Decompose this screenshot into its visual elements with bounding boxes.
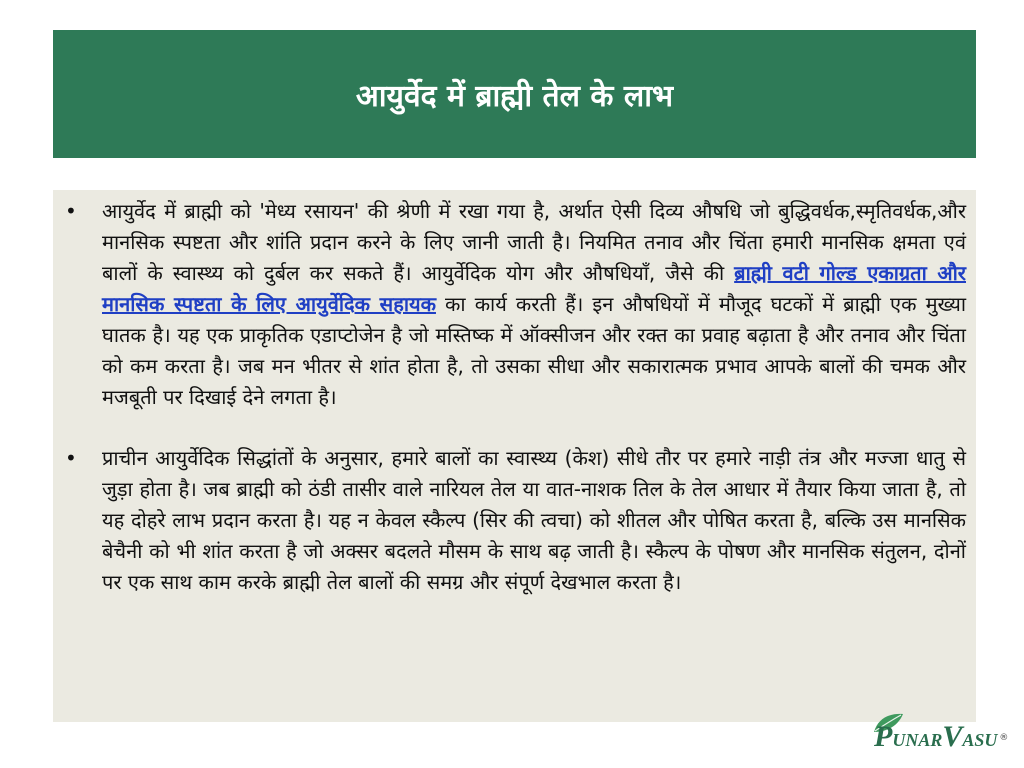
content-box	[53, 190, 976, 722]
bullet-item	[62, 443, 966, 598]
bullet-text-after-link: का कार्य करती हैं। इन औषधियों में मौजूद घटकों में ब्राह्मी एक मुख्या घातक है। यह एक प्राकृतिक एडाप्टोजेन है जो मस्तिष्क में ऑक्सीजन और रक्त का प्रवाह बढ़ाता है और तनाव और चिंता को कम करता है। जब मन भीतर से शांत होता है, तो उसका सीधा और सकारात्मक प्रभाव आपके बालों की चमक और मजबूती पर दिखाई देने लगता है।	[102, 292, 967, 409]
bullet-marker: •	[65, 199, 77, 223]
slide-title: आयुर्वेद में ब्राह्मी तेल के लाभ	[355, 78, 674, 114]
bullet-text-before-link: आयुर्वेद में ब्राह्मी को 'मेध्य रसायन' की श्रेणी में रखा गया है, अर्थात ऐसी दिव्य औषधि जो बुद्धिवर्धक,स्मृतिवर्धक,और मानसिक स्पष्टता और शांति प्रदान करने के लिए जानी जाती है। नियमित तनाव और चिंता हमारी मानसिक क्षमता एवं बालों के स्वास्थ्य को दुर्बल कर सकते हैं। आयुर्वेदिक योग और औषधियाँ, जैसे की	[102, 199, 966, 285]
bullet-text	[102, 196, 966, 413]
registered-mark: ®	[999, 733, 1009, 743]
punarvasu-logo	[866, 710, 1018, 758]
title-banner	[53, 30, 976, 158]
bullet-item	[62, 196, 966, 413]
brahmi-vati-gold-link[interactable]: ब्राह्मी वटी गोल्ड एकाग्रता और मानसिक स्पष्टता के लिए आयुर्वेदिक सहायक	[102, 261, 966, 316]
logo-word-punar: PUNAR	[874, 720, 943, 753]
logo-word-vasu: VASU	[942, 720, 998, 753]
bullet-text: प्राचीन आयुर्वेदिक सिद्धांतों के अनुसार, हमारे बालों का स्वास्थ्य (केश) सीधे तौर पर हमारे नाड़ी तंत्र और मज्जा धातु से जुड़ा होता है। जब ब्राह्मी को ठंडी तासीर वाले नारियल तेल या वात-नाशक तिल के तेल आधार में तैयार किया जाता है, तो यह दोहरे लाभ प्रदान करता है। यह न केवल स्कैल्प (सिर की त्वचा) को शीतल और पोषित करता है, बल्कि उस मानसिक बेचैनी को भी शांत करता है जो अक्सर बदलते मौसम के साथ बढ़ जाती है। स्कैल्प के पोषण और मानसिक संतुलन, दोनों पर एक साथ काम करके ब्राह्मी तेल बालों की समग्र और संपूर्ण देखभाल करता है।	[102, 446, 966, 594]
bullet-marker: •	[65, 446, 77, 470]
logo-wordmark	[874, 722, 1008, 752]
